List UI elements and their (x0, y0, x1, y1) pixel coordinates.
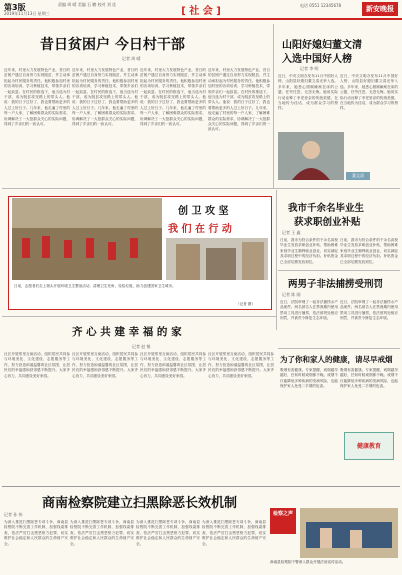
portrait-caption: 董文清 (346, 172, 370, 180)
good-people-byline: 记者 李 明 (300, 66, 319, 71)
fishing-byline: 记者 陈 刚 (282, 292, 301, 297)
row-divider (2, 486, 400, 487)
row-divider (278, 270, 400, 271)
column-divider (276, 190, 277, 330)
page-number: 第3版 (4, 3, 26, 12)
good-people-body-col2: 近日，中央文明办发布11月中国好人榜，山阳县好媳妇董文清光荣入选。多年来，她悉心照顾瘫痪在床的公婆，任劳任怨，无怨无悔。她用实际行动诠释了孝老爱亲的传统美德，在当地传为佳话，成为群众学习的榜样。 (340, 74, 398, 111)
issue-date: 2019年11月13日 星期三 (4, 11, 50, 16)
lead-body-col1: 近年来，村里大力发展特色产业，昔日的贫困户通过自身努力实现脱贫，并主动承担起为村民服务的责任。他积极参加村里的各项培训，学习种植技术，带领乡亲们一起致富。在村民的推选下，他当选为村干部，成为脱贫攻坚路上的带头人。他说：我的日子过好了，我也要帮助更多的人过上好日子。几年来，他走遍了村里的每一户人家，了解困难群众的实际需求，协调解决了一大批群众关心的实际问题，得到了乡亲们的一致认可。 (4, 68, 70, 127)
procuratorate-byline: 记者 孙 伟 (4, 512, 23, 517)
section-title: [ 社 会 ] (181, 6, 221, 17)
row-divider (2, 316, 276, 317)
campaign-photo-credit: （记者 摄） (236, 302, 256, 306)
contact-line: 电话 0551 12345678 (300, 3, 342, 8)
good-people-headline-2: 入选中国好人榜 (282, 54, 352, 65)
procuratorate-body-col3: 为深入推进扫黑除恶专项斗争，商南县检察院不断完善工作机制，加强线索排查，依法严厉打击黑恶势力犯罪，切实维护社会稳定和人民群众的生命财产安全。 (136, 520, 200, 546)
editor-credits: 责编 周 晴 美编 石 鹏 校对 刘 佳 (58, 2, 117, 7)
campaign-photo (12, 198, 162, 280)
lead-body-col2: 近年来，村里大力发展特色产业，昔日的贫困户通过自身努力实现脱贫，并主动承担起为村民服务的责任。他积极参加村里的各项培训，学习种植技术，带领乡亲们一起致富。在村民的推选下，他当选为村干部，成为脱贫攻坚路上的带头人。他说：我的日子过好了，我也要帮助更多的人过上好日子。几年来，他走遍了村里的每一户人家，了解困难群众的实际需求，协调解决了一大批群众关心的实际问题，得到了乡亲们的一致认可。 (72, 68, 138, 127)
column-divider (273, 24, 274, 188)
health-badge: 健康教育 (344, 432, 394, 460)
procuratorate-body-col2: 为深入推进扫黑除恶专项斗争，商南县检察院不断完善工作机制，加强线索排查，依法严厉打击黑恶势力犯罪，切实维护社会稳定和人民群众的生命财产安全。 (70, 520, 134, 546)
portrait-illustration (278, 132, 344, 180)
graduates-body-col1: 日前，我市为符合条件的千余名高校毕业生发放求职创业补贴，帮助困难家庭毕业生顺利就业创业，切实减轻其求职过程中的经济负担。补贴资金已全部足额发放到位。 (280, 238, 338, 264)
lead-byline: 记者 周 晴 (122, 56, 141, 61)
happiness-body-col2: 社区开展邻里互助活动，组织居民共同参与环境美化、文化建设、志愿服务等工作，努力营造和谐温馨的社区氛围，让居民们的幸福感和获得感不断提升。大家齐心协力，共同建设美好家园。 (72, 352, 138, 378)
graduates-headline-2: 获求职创业补贴 (294, 217, 361, 228)
procuratorate-headline: 商南检察院建立扫黑除恶长效机制 (42, 496, 238, 511)
good-people-headline-1: 山阳好媳妇董文清 (282, 40, 362, 51)
health-headline: 为了你和家人的健康，请尽早戒烟 (280, 355, 393, 364)
happiness-headline: 齐 心 共 建 幸 福 的 家 (72, 326, 182, 338)
procuratorate-photo-caption: 商南县检察院干警深入群众开展法治宣传活动。 (270, 560, 346, 564)
procuratorate-body-col1: 为深入推进扫黑除恶专项斗争，商南县检察院不断完善工作机制，加强线索排查，依法严厉打击黑恶势力犯罪，切实维护社会稳定和人民群众的生命财产安全。 (4, 520, 68, 546)
campaign-caption: 日前，志愿者们走上街头开展环境卫生整治活动，清理卫生死角，捡拾垃圾，助力创建国家卫生城市。 (14, 284, 176, 288)
health-body-col1: 吸烟有害健康。专家提醒，戒烟越早越好，任何时候戒烟都不晚。戒烟不仅能降低多种疾病的发病风险，也能保护家人免受二手烟的危害。 (280, 368, 338, 389)
happiness-body-col3: 社区开展邻里互助活动，组织居民共同参与环境美化、文化建设、志愿服务等工作，努力营造和谐温馨的社区氛围，让居民们的幸福感和获得感不断提升。大家齐心协力，共同建设美好家园。 (140, 352, 206, 378)
building-photo (166, 238, 268, 280)
procuratorate-photo (300, 508, 398, 558)
volunteers-illustration (12, 198, 162, 280)
health-body-col2: 吸烟有害健康。专家提醒，戒烟越早越好，任何时候戒烟都不晚。戒烟不仅能降低多种疾病的发病风险，也能保护家人免受二手烟的危害。 (340, 368, 398, 389)
building-illustration (166, 238, 268, 280)
newspaper-logo: 新安晚报 (362, 2, 398, 16)
happiness-body-col1: 社区开展邻里互助活动，组织居民共同参与环境美化、文化建设、志愿服务等工作，努力营造和谐温馨的社区氛围，让居民们的幸福感和获得感不断提升。大家齐心协力，共同建设美好家园。 (4, 352, 70, 378)
portrait-photo (278, 132, 344, 180)
lead-body-col4: 近年来，村里大力发展特色产业，昔日的贫困户通过自身努力实现脱贫，并主动承担起为村民服务的责任。他积极参加村里的各项培训，学习种植技术，带领乡亲们一起致富。在村民的推选下，他当选为村干部，成为脱贫攻坚路上的带头人。他说：我的日子过好了，我也要帮助更多的人过上好日子。几年来，他走遍了村里的每一户人家，了解困难群众的实际需求，协调解决了一大批群众关心的实际问题，得到了乡亲们的一致认可。 (208, 68, 270, 132)
happiness-body-col4: 社区开展邻里互助活动，组织居民共同参与环境美化、文化建设、志愿服务等工作，努力营造和谐温馨的社区氛围，让居民们的幸福感和获得感不断提升。大家齐心协力，共同建设美好家园。 (208, 352, 274, 378)
happiness-byline: 记者 赵 敏 (132, 344, 151, 349)
procuratorate-body-col4: 为深入推进扫黑除恶专项斗争，商南县检察院不断完善工作机制，加强线索排查，依法严厉打击黑恶势力犯罪，切实维护社会稳定和人民群众的生命财产安全。 (202, 520, 266, 546)
row-divider (278, 348, 400, 349)
lead-body-col3: 近年来，村里大力发展特色产业，昔日的贫困户通过自身努力实现脱贫，并主动承担起为村民服务的责任。他积极参加村里的各项培训，学习种植技术，带领乡亲们一起致富。在村民的推选下，他当选为村干部，成为脱贫攻坚路上的带头人。他说：我的日子过好了，我也要帮助更多的人过上好日子。几年来，他走遍了村里的每一户人家，了解困难群众的实际需求，协调解决了一大批群众关心的实际问题，得到了乡亲们的一致认可。 (140, 68, 206, 127)
row-divider (2, 188, 400, 189)
fishing-body-col2: 近日，法院审理了一起非法捕捞水产品案件。两名被告人在禁渔期内使用禁用工具进行捕捞，依法被判处相应刑罚，并被责令修复生态环境。 (340, 300, 398, 321)
procuratorate-stamp: 检察之声 (270, 508, 296, 534)
lead-headline: 昔日贫困户 今日村干部 (40, 37, 185, 53)
good-people-body-col1: 近日，中央文明办发布11月中国好人榜，山阳县好媳妇董文清光荣入选。多年来，她悉心照顾瘫痪在床的公婆，任劳任怨，无怨无悔。她用实际行动诠释了孝老爱亲的传统美德，在当地传为佳话，成为群众学习的榜样。 (278, 74, 338, 111)
campaign-title-1: 创 卫 攻 坚 (178, 206, 229, 217)
fishing-headline: 两男子非法捕捞受刑罚 (288, 279, 384, 290)
graduates-headline-1: 我市千余名毕业生 (288, 203, 365, 214)
fishing-body-col1: 近日，法院审理了一起非法捕捞水产品案件。两名被告人在禁渔期内使用禁用工具进行捕捞，依法被判处相应刑罚，并被责令修复生态环境。 (280, 300, 338, 321)
campaign-title-2: 我 们 在 行 动 (168, 224, 232, 235)
outreach-illustration (300, 508, 398, 558)
graduates-byline: 记者 王 鑫 (282, 230, 301, 235)
graduates-body-col2: 日前，我市为符合条件的千余名高校毕业生发放求职创业补贴，帮助困难家庭毕业生顺利就业创业，切实减轻其求职过程中的经济负担。补贴资金已全部足额发放到位。 (340, 238, 398, 264)
